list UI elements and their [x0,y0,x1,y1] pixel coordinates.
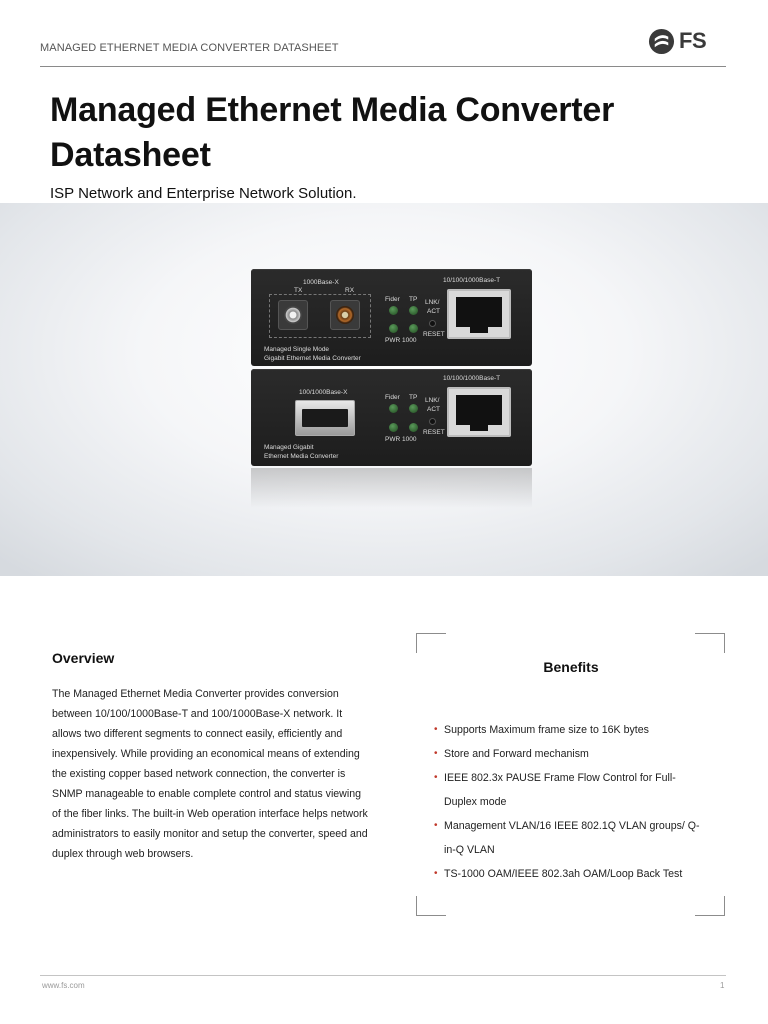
reset-label: RESET [423,331,445,338]
reset-label: RESET [423,429,445,436]
benefits-frame-corner [416,633,446,653]
speed-led [409,324,418,333]
benefit-item: • TS-1000 OAM/IEEE 802.3ah OAM/Loop Back Test [434,862,704,886]
page-number: 1 [720,981,725,990]
benefits-frame-corner [416,896,446,916]
pwr-label: PWR 1000 [385,436,417,443]
device-reflection [251,468,532,508]
fiber-status-led [389,404,398,413]
fider-label: Fider [385,394,400,401]
media-converter-gigabit [251,369,532,466]
fiber-port-label: 100/1000Base-X [299,389,348,396]
sc-fiber-port-group [269,294,371,338]
device-name-line2: Ethernet Media Converter [264,453,339,460]
benefit-item: • Store and Forward mechanism [434,742,704,766]
rx-label: RX [345,287,355,294]
rj45-port [447,289,511,339]
lnk-label: LNK/ [425,299,440,306]
device-name-line2: Gigabit Ethernet Media Converter [264,355,361,362]
reset-button [429,418,436,425]
header-divider [40,66,726,67]
tp-label: TP [409,394,418,401]
fider-label: Fider [385,296,400,303]
power-led [389,324,398,333]
power-led [389,423,398,432]
benefits-list [434,718,704,886]
pwr-label: PWR 1000 [385,337,417,344]
footer-website-link[interactable]: www.fs.com [42,981,85,990]
page-subtitle: ISP Network and Enterprise Network Solution. [50,185,357,202]
rx-fiber-port [330,300,360,330]
device-name-line1: Managed Gigabit [264,444,314,451]
benefits-heading: Benefits [543,659,599,675]
device-name-line1: Managed Single Mode [264,346,330,353]
product-hero-image [0,203,768,576]
fs-logo[interactable] [648,26,720,56]
overview-paragraph: The Managed Ethernet Media Converter provides conversion between 10/100/1000Base-T and 100/1000Base-X network. It allows two different segments to connect easily, efficiently and inexpensively. While providing an economical means of extending the existing copper based network connection, the converter is SNMP manageable to enable complete control and status viewing of the fiber links. The built-in Web operation interface helps network administrators to easily monitor and setup the converter, speed and duplex through web browsers. [52,688,368,860]
tx-label: TX [294,287,303,294]
footer-divider [40,975,726,976]
document-header-label: MANAGED ETHERNET MEDIA CONVERTER DATASHEET [40,42,339,54]
media-converter-single-mode [251,269,532,366]
logo-text: FS [679,28,707,53]
act-label: ACT [427,308,440,315]
sfp-slot [295,400,355,436]
tx-fiber-port [278,300,308,330]
tp-status-led [409,306,418,315]
benefit-item: • Management VLAN/16 IEEE 802.1Q VLAN groups/ Q-in-Q VLAN [434,814,704,862]
overview-heading: Overview [52,650,115,666]
page-title: Managed Ethernet Media Converter Datasheet [50,91,615,174]
tp-label: TP [409,296,418,303]
copper-port-label: 10/100/1000Base-T [443,375,501,382]
benefits-frame-corner [695,896,725,916]
tp-status-led [409,404,418,413]
copper-port-label: 10/100/1000Base-T [443,277,501,284]
rj45-port [447,387,511,437]
fiber-status-led [389,306,398,315]
benefits-frame-corner [695,633,725,653]
benefit-item: • Supports Maximum frame size to 16K bytes [434,718,704,742]
act-label: ACT [427,406,440,413]
lnk-label: LNK/ [425,397,440,404]
fiber-port-label: 1000Base-X [303,279,339,286]
benefit-item: • IEEE 802.3x PAUSE Frame Flow Control for Full-Duplex mode [434,766,704,814]
reset-button [429,320,436,327]
fs-logo-icon [648,28,675,55]
speed-led [409,423,418,432]
